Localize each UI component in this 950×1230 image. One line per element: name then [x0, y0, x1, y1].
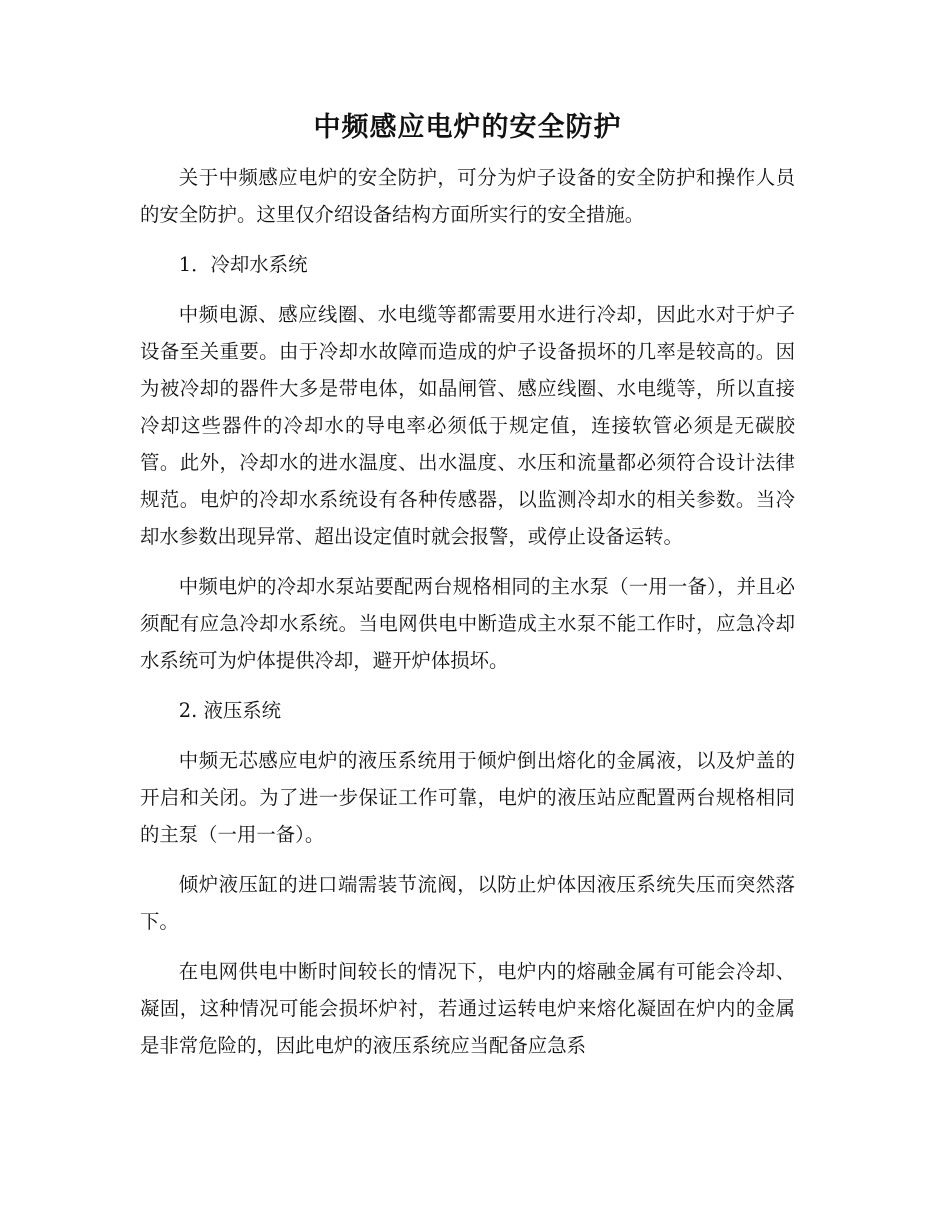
document-page: [140, 108, 795, 1077]
cooling-pump-paragraph: 中频电炉的冷却水泵站要配两台规格相同的主水泵（一用一备），并且必须配有应急冷却水系统。当电网供电中断造成主水泵不能工作时，应急冷却水系统可为炉体提供冷却，避开炉体损坏。: [140, 575, 795, 672]
power-outage-paragraph: 在电网供电中断时间较长的情况下，电炉内的熔融金属有可能会冷却、凝固，这种情况可能会损坏炉衬，若通过运转电炉来熔化凝固在炉内的金属是非常危险的，因此电炉的液压系统应当配备应急系: [140, 960, 795, 1057]
section-heading-hydraulic: 2. 液压系统: [178, 699, 282, 722]
section-heading-cooling-water: 1．冷却水系统: [178, 253, 308, 276]
document-title: 中频感应电炉的安全防护: [313, 112, 622, 143]
intro-paragraph: 关于中频感应电炉的安全防护，可分为炉子设备的安全防护和操作人员的安全防护。这里仅介绍设备结构方面所实行的安全措施。: [140, 166, 795, 226]
throttle-valve-paragraph: 倾炉液压缸的进口端需装节流阀，以防止炉体因液压系统失压而突然落下。: [140, 873, 795, 933]
cooling-water-paragraph: 中频电源、感应线圈、水电缆等都需要用水进行冷却，因此水对于炉子设备至关重要。由于冷却水故障而造成的炉子设备损坏的几率是较高的。因为被冷却的器件大多是带电体，如晶闸管、感应线圈、水电缆等，所以直接冷却这些器件的冷却水的导电率必须低于规定值，连接软管必须是无碳胶管。此外，冷却水的进水温度、出水温度、水压和流量都必须符合设计法律规范。电炉的冷却水系统设有各种传感器，以监测冷却水的相关参数。当冷却水参数出现异常、超出设定值时就会报警，或停止设备运转。: [140, 303, 795, 548]
hydraulic-system-paragraph: 中频无芯感应电炉的液压系统用于倾炉倒出熔化的金属液，以及炉盖的开启和关闭。为了进一步保证工作可靠，电炉的液压站应配置两台规格相同的主泵（一用一备）。: [140, 749, 795, 846]
